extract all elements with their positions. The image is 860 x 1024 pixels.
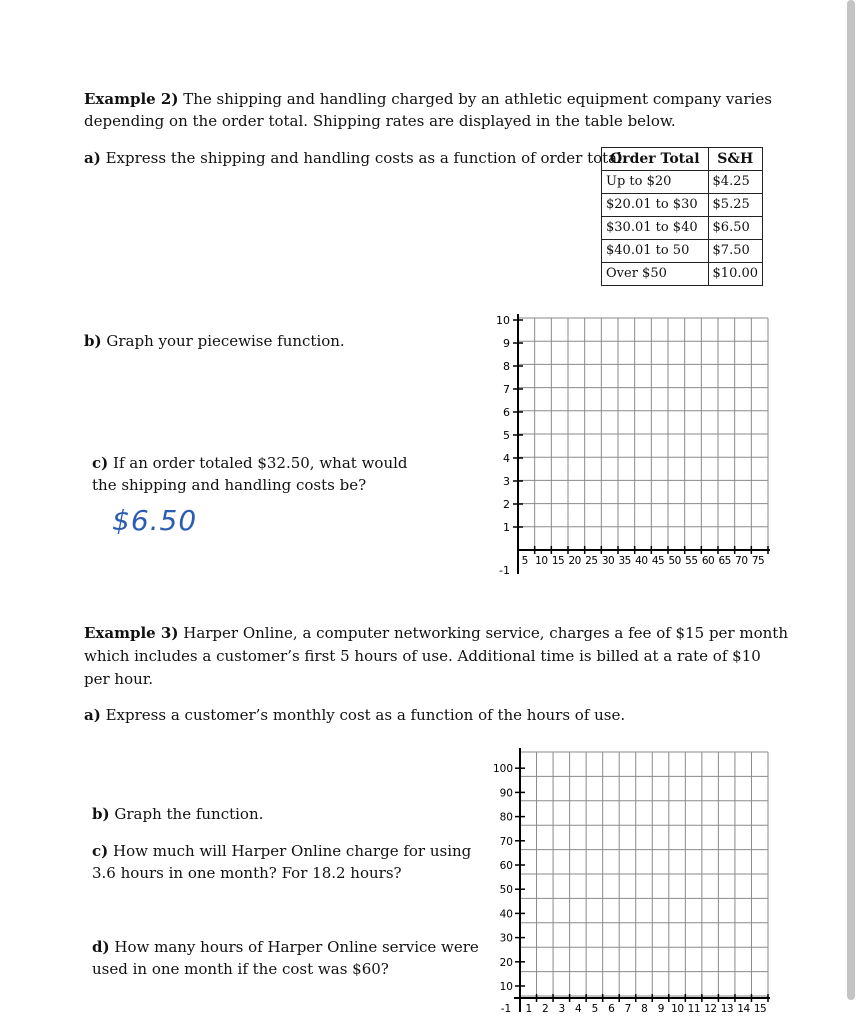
x-tick-label: 6	[608, 1003, 615, 1015]
y-tick-label: 6	[503, 406, 510, 419]
y-tick-label: 80	[499, 811, 513, 824]
y-tick-label: 1	[503, 521, 510, 534]
example2-intro-text1: The shipping and handling charged by an athletic equipment company varies	[183, 90, 772, 108]
y-tick-label: 8	[503, 360, 510, 373]
x-tick-label: 5	[521, 555, 528, 567]
example2-a-text: Express the shipping and handling costs as a function of order total.	[105, 149, 627, 167]
y-tick-label: 7	[503, 383, 510, 396]
vertical-scrollbar[interactable]	[847, 0, 855, 1000]
y-tick-label: 5	[503, 429, 510, 442]
example3-label: Example 3)	[84, 624, 179, 642]
example3-d-text1: How many hours of Harper Online service were	[114, 938, 479, 956]
x-tick-label: 11	[687, 1003, 701, 1015]
example2-intro-line2: depending on the order total. Shipping rates are displayed in the table below.	[84, 112, 676, 130]
y-tick-label: 100	[492, 763, 513, 776]
shipping-rates-table	[601, 147, 763, 286]
example3-part-c-line1	[92, 840, 471, 862]
table-row	[602, 217, 763, 240]
example3-a-text: Express a customer’s monthly cost as a function of the hours of use.	[105, 706, 626, 724]
example2-intro-line1	[84, 88, 772, 110]
example2-b-label: b)	[84, 332, 102, 350]
x-tick-label: 60	[701, 555, 715, 567]
example3-part-d-line1	[92, 936, 479, 958]
example3-b-text: Graph the function.	[114, 805, 264, 823]
example3-c-text1: How much will Harper Online charge for using	[113, 842, 472, 860]
y-tick-label: 10	[499, 981, 513, 993]
example3-part-c-line2: 3.6 hours in one month? For 18.2 hours?	[92, 864, 402, 882]
x-tick-label: 1	[525, 1003, 532, 1015]
x-tick-label: 14	[737, 1003, 750, 1015]
table-cell: $7.50	[708, 240, 763, 263]
y-tick-label: 70	[499, 835, 513, 848]
x-tick-label: 20	[568, 555, 581, 567]
y-tick-label: 50	[499, 884, 513, 897]
x-tick-label: 9	[657, 1003, 664, 1015]
example3-part-d-line2: used in one month if the cost was $60?	[92, 960, 389, 978]
handwritten-answer: $6.50	[112, 504, 198, 537]
example3-a-label: a)	[84, 706, 101, 724]
graph-example2	[490, 308, 780, 580]
example2-label: Example 2)	[84, 90, 179, 108]
table-cell: Over $50	[602, 263, 709, 286]
example3-intro-line1	[84, 622, 788, 644]
example2-part-c-line1	[92, 452, 408, 474]
x-tick-label: 30	[601, 555, 615, 567]
x-tick-label: 25	[585, 555, 598, 567]
x-tick-label: 65	[718, 555, 731, 567]
example3-intro-text1: Harper Online, a computer networking service, charges a fee of $15 per month	[183, 624, 788, 642]
x-tick-label: 70	[735, 555, 748, 567]
example2-part-b	[84, 330, 345, 352]
example3-intro-line2: which includes a customer’s first 5 hours of use. Additional time is billed at a rate of $10	[84, 647, 761, 665]
x-tick-label: 35	[618, 555, 631, 567]
y-tick-label: 90	[499, 787, 513, 800]
example3-part-b	[92, 803, 263, 825]
x-tick-label: 8	[641, 1003, 648, 1015]
example2-a-label: a)	[84, 149, 101, 167]
table-header-sh: S&H	[708, 148, 763, 171]
table-cell: $4.25	[708, 171, 763, 194]
y-tick-label: 40	[499, 908, 513, 921]
x-tick-label: 10	[671, 1003, 684, 1015]
x-tick-label: 50	[668, 555, 681, 567]
example3-part-a	[84, 704, 625, 726]
x-tick-label: 12	[704, 1003, 717, 1015]
y-tick-label: 3	[503, 475, 510, 488]
x-tick-label: 7	[624, 1003, 631, 1015]
table-cell: $30.01 to $40	[602, 217, 709, 240]
x-tick-label: 3	[558, 1003, 565, 1015]
table-cell: $6.50	[708, 217, 763, 240]
graph-example3	[490, 740, 780, 1022]
x-tick-label: 75	[751, 555, 765, 567]
y-tick-label: 4	[503, 452, 510, 465]
table-row	[602, 194, 763, 217]
y-tick-label: 60	[499, 860, 513, 872]
x-tick-label: 13	[720, 1003, 734, 1015]
example3-b-label: b)	[92, 805, 110, 823]
table-row	[602, 263, 763, 286]
x-tick-label: 15	[753, 1003, 767, 1015]
x-min-label: -1	[500, 1003, 512, 1015]
example2-b-text: Graph your piecewise function.	[106, 332, 345, 350]
y-tick-label: 30	[499, 932, 513, 945]
y-tick-label: 10	[496, 314, 510, 327]
table-cell: $10.00	[708, 263, 763, 286]
table-cell: $20.01 to $30	[602, 194, 709, 217]
example2-part-a	[84, 147, 627, 169]
example3-intro-line3: per hour.	[84, 670, 154, 688]
x-tick-label: 4	[575, 1003, 582, 1015]
x-tick-label: 45	[651, 555, 665, 567]
table-cell: Up to $20	[602, 171, 709, 194]
example2-c-text1: If an order totaled $32.50, what would	[113, 454, 408, 472]
table-row	[602, 240, 763, 263]
x-tick-label: 5	[591, 1003, 598, 1015]
x-tick-label: 40	[635, 555, 648, 567]
table-cell: $40.01 to 50	[602, 240, 709, 263]
x-tick-label: 15	[551, 555, 565, 567]
x-tick-label: 55	[685, 555, 698, 567]
x-tick-label: 2	[541, 1003, 549, 1015]
example2-c-label: c)	[92, 454, 109, 472]
table-row	[602, 171, 763, 194]
table-header-order-total: Order Total	[602, 148, 709, 171]
x-tick-label: 10	[535, 555, 548, 567]
y-tick-label: 20	[499, 956, 513, 969]
example3-d-label: d)	[92, 938, 110, 956]
y-tick-label: 9	[503, 337, 510, 350]
y-min-label: -1	[499, 564, 510, 577]
table-header-row	[602, 148, 763, 171]
table-cell: $5.25	[708, 194, 763, 217]
example2-part-c-line2: the shipping and handling costs be?	[92, 476, 367, 494]
y-tick-label: 2	[503, 498, 510, 511]
example3-c-label: c)	[92, 842, 109, 860]
